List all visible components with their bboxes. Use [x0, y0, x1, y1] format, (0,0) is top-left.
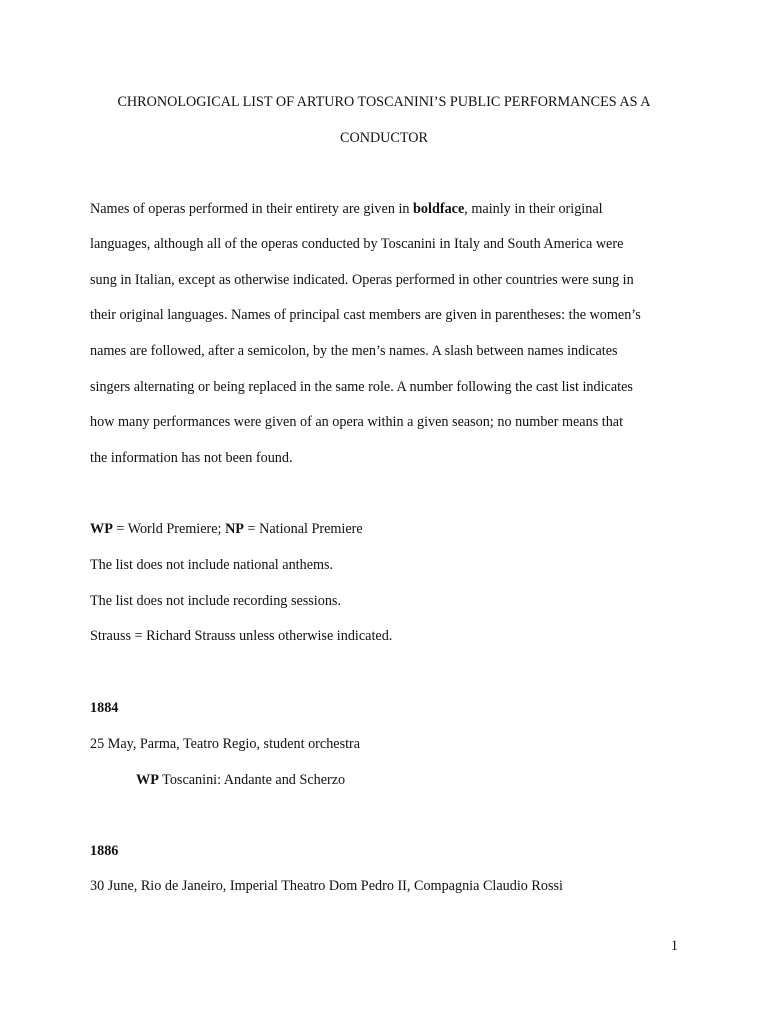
intro-line-1-post: , mainly in their original — [464, 201, 603, 217]
note-national-anthems: The list does not include national anthems. — [90, 557, 334, 573]
intro-boldface-word: boldface — [413, 201, 465, 217]
intro-line-3: sung in Italian, except as otherwise indicated. Operas performed in other countries were sung in — [90, 272, 634, 288]
wp-marker: WP — [136, 772, 159, 788]
np-definition: = National Premiere — [243, 521, 363, 537]
np-abbreviation: NP — [225, 521, 244, 537]
event-1884: 25 May, Parma, Teatro Regio, student orchestra — [90, 736, 361, 752]
intro-line-4: their original languages. Names of principal cast members are given in parentheses: the women’s — [90, 307, 641, 323]
wp-definition: = World Premiere; — [112, 521, 226, 537]
intro-line-5: names are followed, after a semicolon, by the men’s names. A slash between names indicates — [90, 343, 618, 359]
year-1886-label: 1886 — [90, 843, 119, 859]
intro-line-6: singers alternating or being replaced in the same role. A number following the cast list indicates — [90, 379, 633, 395]
wp-abbreviation: WP — [90, 521, 113, 537]
document-title-line-2: CONDUCTOR — [339, 130, 429, 146]
intro-line-1 — [90, 200, 603, 218]
document-title-line-1: CHRONOLOGICAL LIST OF ARTURO TOSCANINI’S PUBLIC PERFORMANCES AS A — [117, 94, 651, 110]
intro-line-1-pre: Names of operas performed in their entirety are given in — [90, 201, 414, 217]
performance-item-1884 — [136, 771, 345, 789]
event-1886: 30 June, Rio de Janeiro, Imperial Theatro Dom Pedro II, Compagnia Claudio Rossi — [90, 878, 563, 894]
intro-line-7: how many performances were given of an opera within a given season; no number means that — [90, 414, 624, 430]
intro-line-8: the information has not been found. — [90, 450, 293, 466]
note-strauss: Strauss = Richard Strauss unless otherwise indicated. — [90, 628, 393, 644]
page-number: 1 — [670, 938, 678, 954]
note-recording-sessions: The list does not include recording sessions. — [90, 593, 341, 609]
year-1884-label: 1884 — [90, 700, 119, 716]
abbreviation-legend — [90, 520, 363, 538]
year-heading-1886 — [90, 842, 118, 860]
year-heading-1884 — [90, 699, 118, 717]
intro-line-2: languages, although all of the operas conducted by Toscanini in Italy and South America were — [90, 236, 624, 252]
performance-item-text: Toscanini: Andante and Scherzo — [158, 772, 346, 788]
